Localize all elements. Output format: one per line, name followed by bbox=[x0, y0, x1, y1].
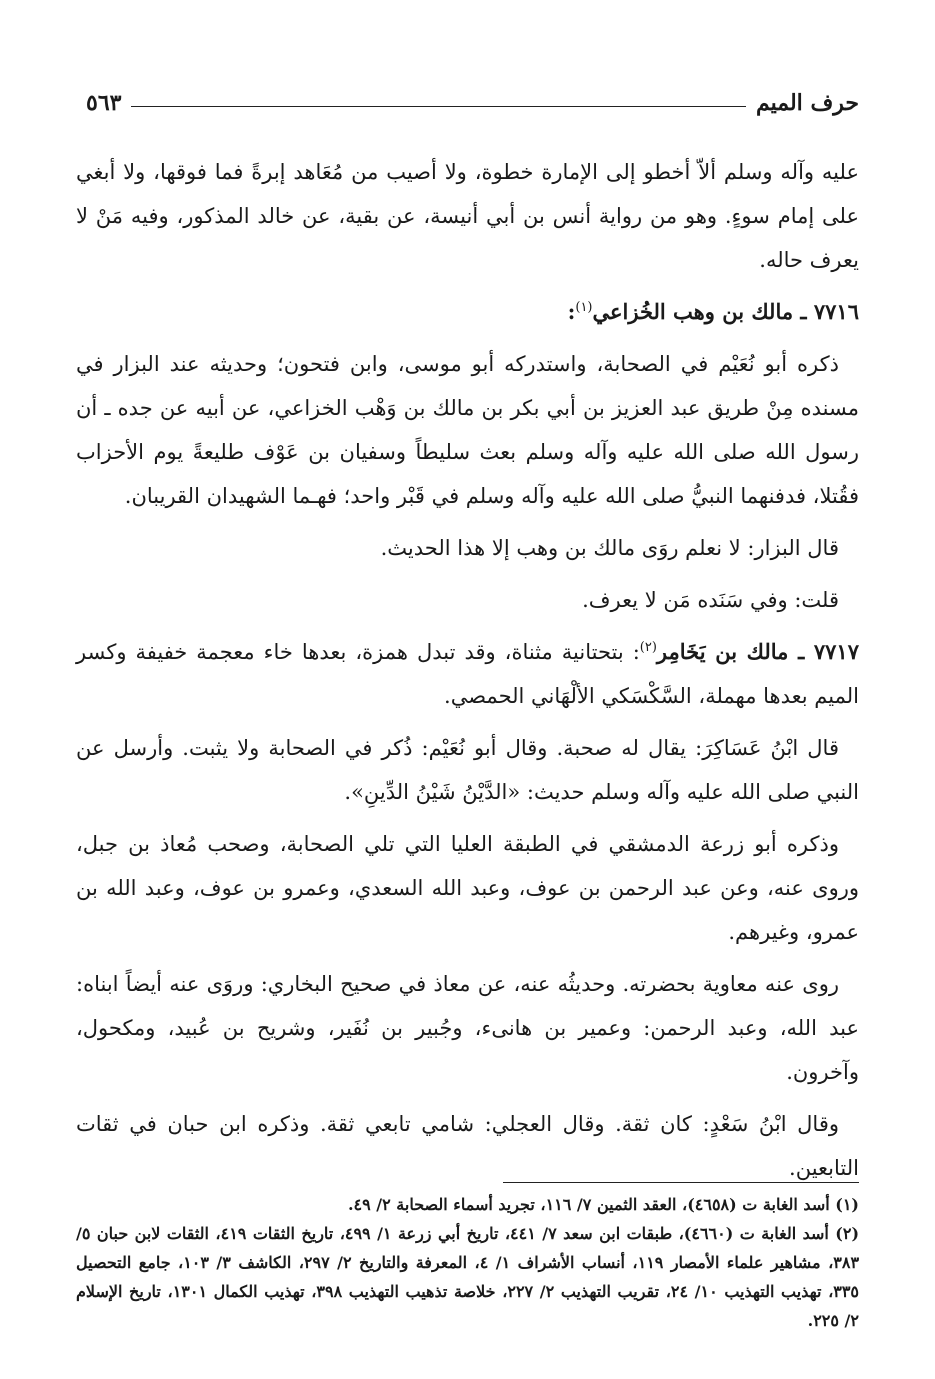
entry-colon: : bbox=[567, 299, 576, 324]
entry-heading-7716 bbox=[76, 290, 859, 334]
page-number: ٥٦٣ bbox=[86, 90, 122, 116]
paragraph: وقال ابْنُ سَعْدٍ: كان ثقة. وقال العجلي: شامي تابعي ثقة. وذكره ابن حبان في ثقات التابعين. bbox=[76, 1112, 859, 1180]
entry-title: ٧٧١٧ ـ مالك بن يَخَامِر bbox=[656, 639, 859, 664]
footnote-marker: (١) bbox=[575, 300, 593, 315]
entry-title: ٧٧١٦ ـ مالك بن وهب الخُزاعي bbox=[592, 299, 859, 324]
chapter-title: حرف الميم bbox=[755, 90, 859, 116]
paragraph-continuation: عليه وآله وسلم ألاّ أخطو إلى الإمارة خطوة، ولا أصيب من مُعَاهد إبرةً فما فوقها، ولا أبغي على إمام سوءٍ. وهو من رواية أنس بن أبي أنيسة، عن بقية، عن خالد المذكور، وفيه مَنْ لا يعرف حاله. bbox=[76, 160, 859, 272]
entry-description: : بتحتانية مثناة، وقد تبدل همزة، بعدها خاء معجمة خفيفة وكسر الميم بعدها مهملة، السَّكْسَكي الألْهَاني الحمصي. bbox=[76, 640, 859, 708]
paragraph: ذكره أبو نُعَيْم في الصحابة، واستدركه أبو موسى، وابن فتحون؛ وحديثه عند البزار في مسنده مِنْ طريق عبد العزيز بن أبي بكر بن مالك بن وَهْب الخزاعي، عن أبيه عن جده ـ أن رسول الله صلى الله عليه وآله وسلم بعث سليطاً وسفيان بن عَوْف طليعةً يوم الأحزاب فقُتلا، فدفنهما النبيُّ صلى الله عليه وآله وسلم في قَبْر واحد؛ فهـما الشهيدان القريبان. bbox=[76, 352, 859, 508]
paragraph: قال ابْنُ عَسَاكِرَ: يقال له صحبة. وقال أبو نُعَيْم: ذُكر في الصحابة ولا يثبت. وأرسل عن النبي صلى الله عليه وآله وسلم حديث: «الدَّيْنُ شَيْنُ الدِّينِ». bbox=[76, 736, 859, 804]
paragraph: قال البزار: لا نعلم روَى مالك بن وهب إلا هذا الحديث. bbox=[380, 536, 839, 560]
entry-heading-7717 bbox=[76, 630, 859, 718]
running-header bbox=[86, 86, 859, 120]
footnotes bbox=[76, 1190, 859, 1335]
footnote: (٢) أسد الغابة ت (٤٦٦٠)، طبقات ابن سعد ٧/ ٤٤١، تاريخ أبي زرعة ١/ ٤٩٩، تاريخ الثقات ٤١٩، الثقات لابن حبان ٥/ ٣٨٣، مشاهير علماء الأمصار ١١٩، أنساب الأشراف ١/ ٤، المعرفة والتاريخ ٢/ ٢٩٧، الكاشف ٣/ ١٠٣، جامع التحصيل ٣٣٥، تهذيب التهذيب ١٠/ ٢٤، تقريب التهذيب ٢/ ٢٢٧، خلاصة تذهيب التهذيب ٣٩٨، تهذيب الكمال ١٣٠١، تاريخ الإسلام ٢/ ٢٢٥. bbox=[76, 1224, 860, 1330]
footnote: (١) أسد الغابة ت (٤٦٥٨)، العقد الثمين ٧/ ١١٦، تجريد أسماء الصحابة ٢/ ٤٩. bbox=[347, 1195, 859, 1214]
paragraph: روى عنه معاوية بحضرته. وحديثُه عنه، عن معاذ في صحيح البخاري: وروَى عنه أيضاً ابناه: عبد الله، وعبد الرحمن: وعمير بن هانىء، وجُبير بن نُفَير، وشريح بن عُبيد، ومكحول، وآخرون. bbox=[76, 972, 859, 1084]
paragraph: قلت: وفي سَنَده مَن لا يعرف. bbox=[582, 588, 839, 612]
main-text bbox=[76, 150, 859, 1198]
footnote-marker: (٢) bbox=[639, 640, 657, 655]
paragraph: وذكره أبو زرعة الدمشقي في الطبقة العليا التي تلي الصحابة، وصحب مُعاذ بن جبل، وروى عنه، وعن عبد الرحمن بن عوف، وعبد الله السعدي، وعمرو بن عوف، وعبد الله بن عمرو، وغيرهم. bbox=[76, 832, 859, 944]
footnote-separator bbox=[503, 1182, 859, 1183]
header-rule bbox=[131, 106, 746, 107]
